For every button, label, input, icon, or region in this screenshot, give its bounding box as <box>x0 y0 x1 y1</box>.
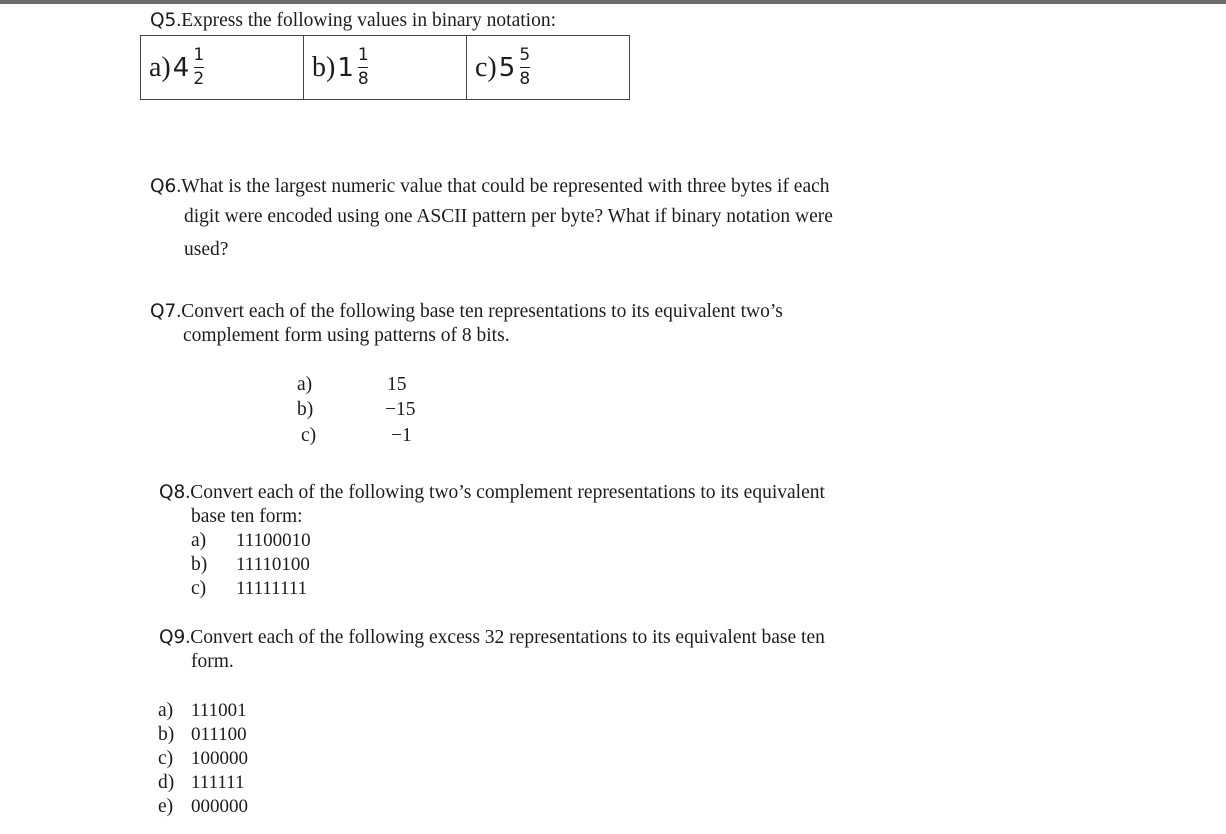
q9-b-value: 011100 <box>191 724 247 745</box>
q8-number: Q8 <box>159 482 186 503</box>
q6-line2: digit were encoded using one ASCII pattern per byte? What if binary notation were <box>184 206 833 227</box>
q7-line1: .Convert each of the following base ten representations to its equivalent two’s <box>176 301 783 322</box>
q5-b-label: b) <box>312 51 336 83</box>
q9-e-label: e) <box>158 796 174 817</box>
q9-line2: form. <box>191 651 234 672</box>
q5-cell-b <box>304 36 467 99</box>
q5-a-label: a) <box>149 51 171 83</box>
q5-a-whole: 4 <box>172 52 190 83</box>
q8-a-label: a) <box>191 530 207 551</box>
q5-cell-c <box>467 36 629 99</box>
q5-a-fraction <box>193 44 205 90</box>
q5-c-whole: 5 <box>498 52 516 83</box>
q9-d-label: d) <box>158 772 175 793</box>
q5-text: .Express the following values in binary notation: <box>176 10 556 31</box>
q7-line2: complement form using patterns of 8 bits. <box>183 325 510 346</box>
q5-heading <box>150 9 556 32</box>
q5-number: Q5 <box>150 10 177 31</box>
q5-cell-a <box>141 36 304 99</box>
q7-c-value: −1 <box>391 425 412 446</box>
q5-a-denominator: 2 <box>193 69 205 90</box>
q8-b-value: 11110100 <box>236 554 310 575</box>
top-border <box>0 0 1226 4</box>
q6-number: Q6 <box>150 176 177 197</box>
q7-c-label: c) <box>301 425 317 446</box>
q6-heading <box>150 175 830 198</box>
q5-table <box>140 35 630 100</box>
q5-a-numerator: 1 <box>193 44 205 65</box>
q9-d-value: 111111 <box>191 772 245 793</box>
q9-c-label: c) <box>158 748 174 769</box>
q9-a-label: a) <box>158 700 174 721</box>
q6-line1: .What is the largest numeric value that could be represented with three bytes if each <box>176 176 830 197</box>
q9-b-label: b) <box>158 724 175 745</box>
q6-line3: used? <box>184 239 229 260</box>
q7-a-value: 15 <box>387 374 407 395</box>
q7-b-value: −15 <box>385 399 416 420</box>
q9-e-value: 000000 <box>191 796 248 817</box>
q9-heading <box>159 626 825 649</box>
q5-c-numerator: 5 <box>519 44 531 65</box>
q9-line1: .Convert each of the following excess 32 representations to its equivalent base ten <box>185 627 825 648</box>
q8-b-label: b) <box>191 554 208 575</box>
q8-c-value: 11111111 <box>236 578 308 599</box>
q8-line1: .Convert each of the following two’s complement representations to its equivalent <box>185 482 825 503</box>
q7-heading <box>150 300 783 323</box>
q8-c-label: c) <box>191 578 207 599</box>
q8-line2: base ten form: <box>191 506 303 527</box>
q5-b-numerator: 1 <box>357 44 369 65</box>
q5-b-fraction <box>357 44 369 90</box>
q9-number: Q9 <box>159 627 186 648</box>
q5-c-fraction <box>519 44 531 90</box>
q5-b-denominator: 8 <box>357 69 369 90</box>
q7-b-label: b) <box>297 399 314 420</box>
q5-c-label: c) <box>475 51 497 83</box>
q9-a-value: 111001 <box>191 700 247 721</box>
q7-number: Q7 <box>150 301 177 322</box>
q5-b-whole: 1 <box>337 52 354 83</box>
q7-a-label: a) <box>297 374 313 395</box>
q8-a-value: 11100010 <box>236 530 311 551</box>
q9-c-value: 100000 <box>191 748 248 769</box>
q5-c-denominator: 8 <box>519 69 531 90</box>
q8-heading <box>159 481 825 504</box>
